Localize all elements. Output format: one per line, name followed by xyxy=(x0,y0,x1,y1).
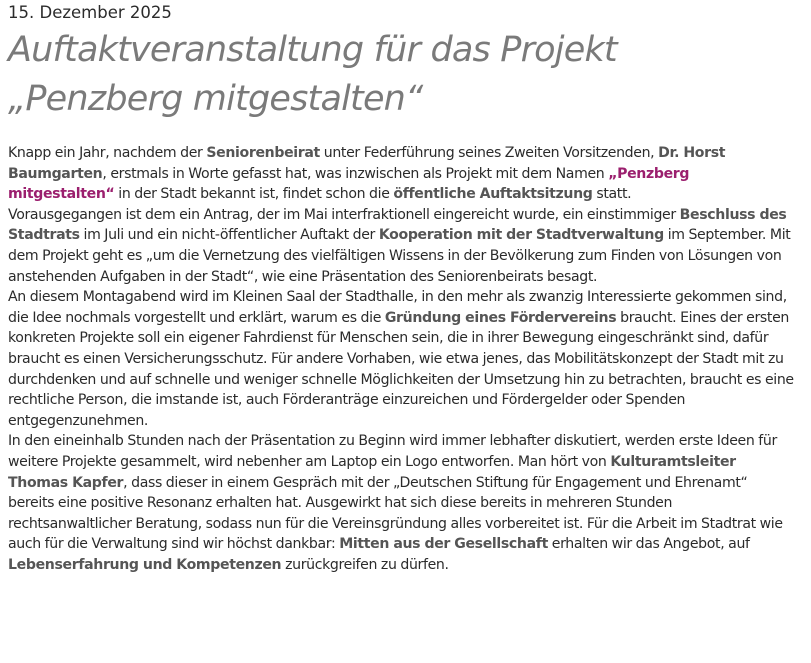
text-segment: erhalten wir das Angebot, auf xyxy=(547,536,750,553)
text-segment: im September. Mit dem Projekt geht es „um die Vernetzung des vielfältigen Wissens in der Bevölkerung zum Finden von Lösungen von anstehenden Aufgaben in der Stadt“, wie eine Präsentation des Seniorenbeirats besagt. xyxy=(8,227,791,285)
text-segment: An diesem Montagabend wird im Kleinen Saal der Stadthalle, in den mehr als zwanzig Interessierte gekommen sind, die Idee nochmals vorgestellt und erklärt, warum es die xyxy=(8,289,787,326)
text-segment: im Juli und ein nicht-öffentlicher Auftakt der xyxy=(79,227,379,244)
article-date: 15. Dezember 2025 xyxy=(8,3,172,22)
text-segment: Vorausgegangen ist dem ein Antrag, der im Mai interfraktionell eingereicht wurde, ein einstimmiger xyxy=(8,206,680,223)
paragraph-meeting xyxy=(8,287,795,431)
highlight-kulturamtsleiter: Kulturamtsleiter Thomas Kapfer xyxy=(8,453,736,491)
paragraph-intro xyxy=(8,143,795,205)
text-segment: unter Federführung seines Zweiten Vorsitzenden, xyxy=(319,145,659,161)
paragraph-discussion xyxy=(8,431,795,575)
article-title: Auftaktveranstaltung für das Projekt „Penzberg mitgestalten“ xyxy=(8,30,617,119)
highlight-foerderverein: Gründung eines Fördervereins xyxy=(384,309,617,326)
text-segment: braucht. Eines der ersten konkreten Projekte soll ein eigener Fahrdienst für Menschen sein, die in ihrer Bewegung eingeschränkt sind, dafür braucht es einen Versicherungsschutz. Für andere Vorhaben, wie etwa jenes, das Mobilitätskonzept der Stadt mit zu durchdenken und auf schnelle und weniger schnelle Möglichkeiten der Umsetzung hin zu betrachten, braucht es eine rechtliche Person, die imstande ist, auch Förderanträge einzureichen und Fördergelder oder Spenden entgegenzunehmen. xyxy=(8,309,794,429)
text-segment: statt. xyxy=(592,186,632,203)
text-segment: in der Stadt bekannt ist, findet schon die xyxy=(114,186,394,203)
project-name-highlight: „Penzberg mitgestalten“ xyxy=(8,165,690,203)
highlight-kooperation: Kooperation mit der Stadtverwaltung xyxy=(378,227,664,244)
text-segment: In den eineinhalb Stunden nach der Präsentation zu Beginn wird immer lebhafter diskutiert, werden erste Ideen für weitere Projekte gesammelt, wird nebenher am Laptop ein Logo entworfen. Man hört von xyxy=(8,433,777,470)
highlight-person-name: Dr. Horst Baumgarten xyxy=(8,145,726,182)
article-body xyxy=(8,143,795,575)
highlight-lebenserfahrung: Lebenserfahrung und Kompetenzen xyxy=(8,556,282,573)
text-segment: Knapp ein Jahr, nachdem der xyxy=(8,145,207,161)
highlight-beschluss: Beschluss des Stadtrats xyxy=(8,206,787,244)
text-segment: , erstmals in Worte gefasst hat, was inzwischen als Projekt mit dem Namen xyxy=(102,165,609,182)
text-segment: zurückgreifen zu dürfen. xyxy=(281,556,449,573)
paragraph-background xyxy=(8,205,795,287)
text-segment: , dass dieser in einem Gespräch mit der „Deutschen Stiftung für Engagement und Ehrenamt“ bereits eine positive Resonanz erhalten hat. Ausgewirkt hat sich diese bereits in mehreren Stunden rechtsanwaltlicher Beratung, sodass nun für die Vereinsgründung alles vorbereitet ist. Für die Arbeit im Stadtrat wie auch für die Verwaltung sind wir höchst dankbar: xyxy=(8,474,783,553)
highlight-gesellschaft: Mitten aus der Gesellschaft xyxy=(339,536,548,553)
highlight-seniorenbeirat: Seniorenbeirat xyxy=(206,145,320,161)
highlight-auftaktsitzung: öffentliche Auftaktsitzung xyxy=(393,186,593,203)
